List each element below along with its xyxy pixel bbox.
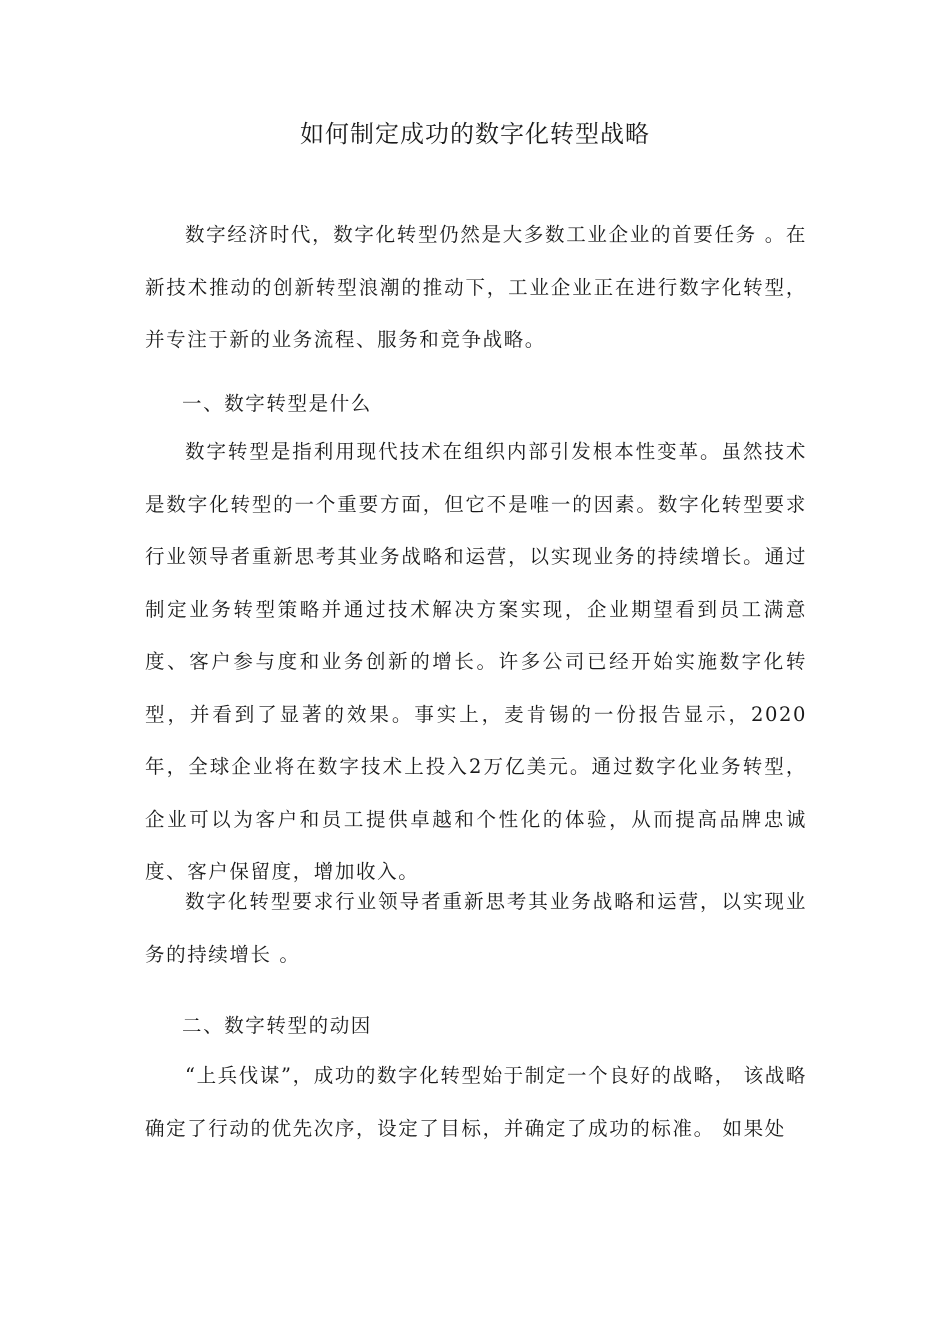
intro-paragraph: 数字经济时代，数字化转型仍然是大多数工业企业的首要任务 。在新技术推动的创新转型浪潮的推动下，工业企业正在进行数字化转型，并专注于新的业务流程、服务和竞争战略。: [145, 223, 807, 351]
document-title: 如何制定成功的数字化转型战略: [300, 120, 650, 148]
section-1-paragraph-1: 数字转型是指利用现代技术在组织内部引发根本性变革。虽然技术是数字化转型的一个重要方面，但它不是唯一的因素。数字化转型要求行业领导者重新思考其业务战略和运营，以实现业务的持续增长。通过制定业务转型策略并通过技术解决方案实现，企业期望看到员工满意度、客户参与度和业务创新的增长。许多公司已经开始实施数字化转型，并看到了显著的效果。事实上，麦肯锡的一份报告显示，2020年，全球企业将在数字技术上投入2万亿美元。通过数字化业务转型，企业可以为客户和员工提供卓越和个性化的体验，从而提高品牌忠诚度、客户保留度，增加收入。: [145, 440, 807, 883]
section-1-paragraph-2: 数字化转型要求行业领导者重新思考其业务战略和运营，以实现业务的持续增长 。: [145, 890, 807, 966]
section-1-heading: 一、数字转型是什么: [182, 392, 372, 415]
section-2-heading: 二、数字转型的动因: [182, 1014, 372, 1037]
section-2-paragraph-1: “上兵伐谋”，成功的数字化转型始于制定一个良好的战略， 该战略确定了行动的优先次序，设定了目标，并确定了成功的标准。 如果处: [145, 1064, 807, 1140]
